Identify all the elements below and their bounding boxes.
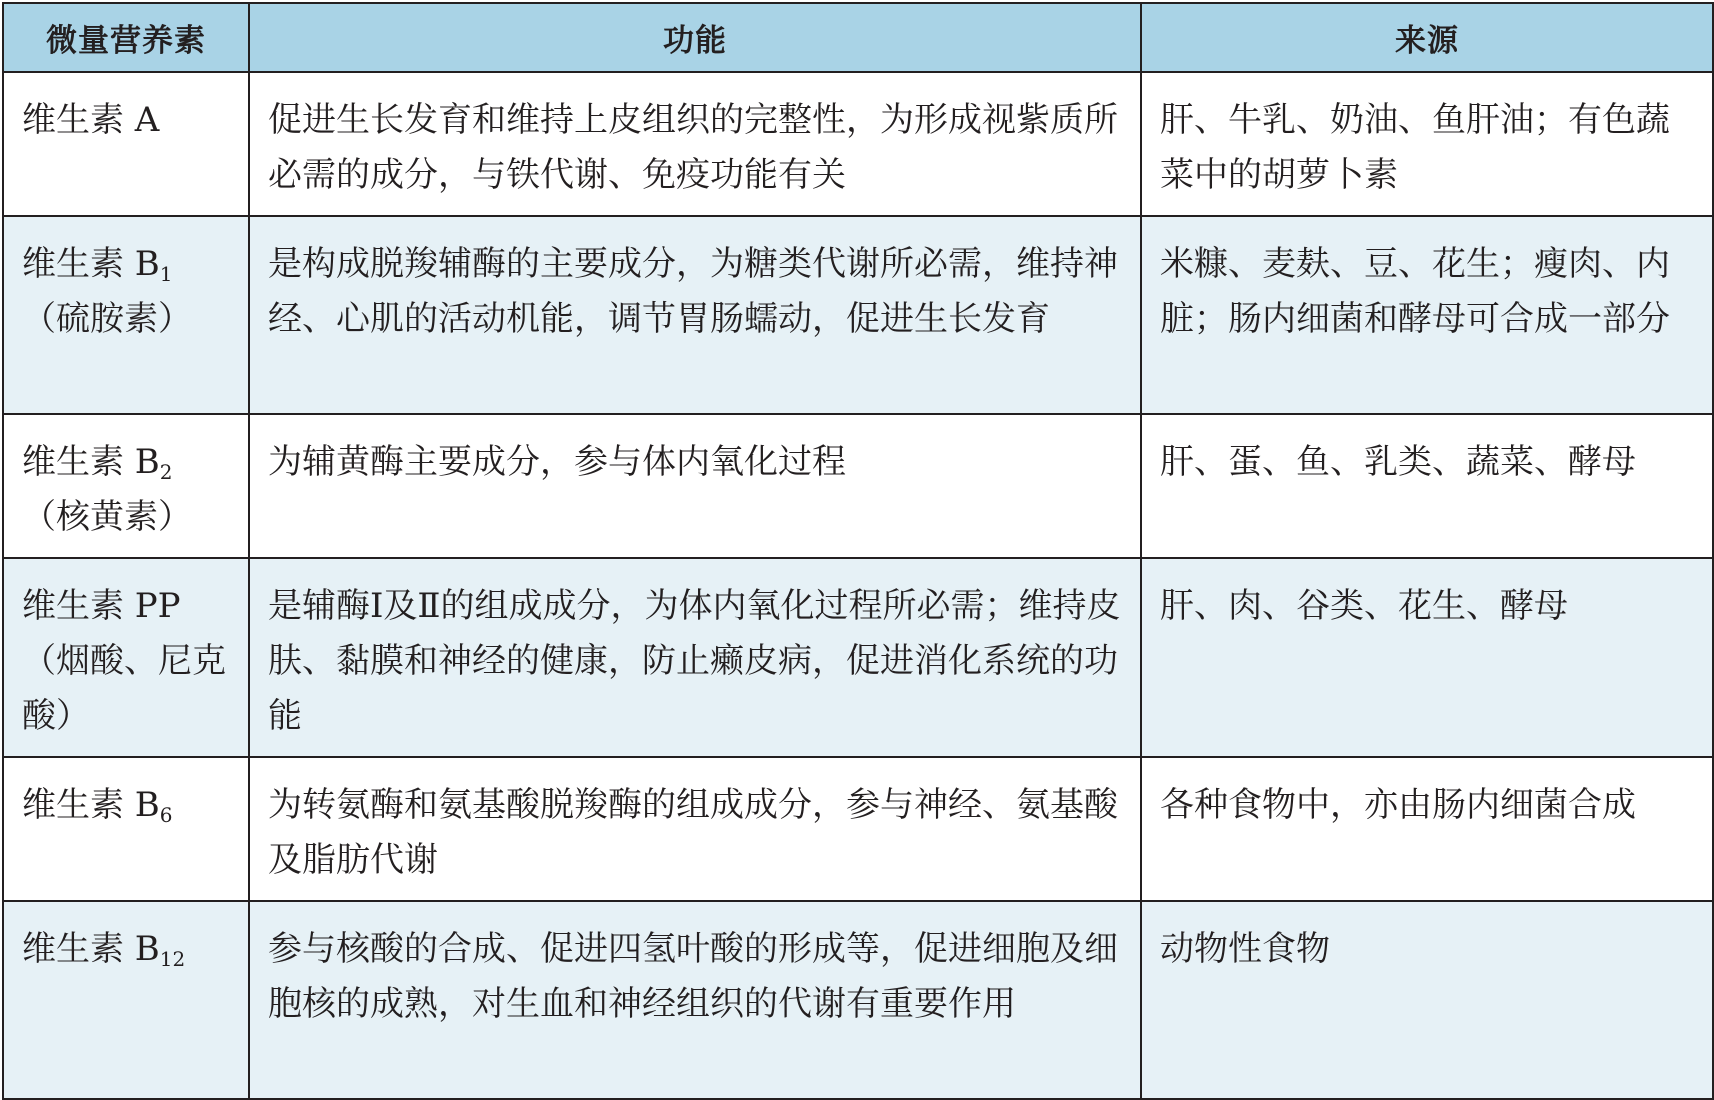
vitamin-table-container [2, 2, 1712, 1089]
function-cell: 是构成脱羧辅酶的主要成分，为糖类代谢所必需，维持神经、心肌的活动机能，调节胃肠蠕动，促进生长发育 [249, 216, 1141, 414]
nutrient-cell [3, 757, 249, 901]
nutrient-alias: （烟酸、尼克酸） [22, 641, 226, 736]
source-cell: 动物性食物 [1141, 901, 1713, 1099]
function-cell: 为转氨酶和氨基酸脱羧酶的组成成分，参与神经、氨基酸及脂肪代谢 [249, 757, 1141, 901]
nutrient-name: 维生素 B [22, 785, 160, 825]
function-cell: 为辅黄酶主要成分，参与体内氧化过程 [249, 414, 1141, 558]
table-row [3, 72, 1713, 216]
nutrient-alias: （硫胺素） [22, 299, 192, 339]
nutrient-alias: （核黄素） [22, 497, 192, 537]
header-function: 功能 [249, 3, 1141, 72]
table-row [3, 757, 1713, 901]
nutrient-subscript: 1 [159, 262, 173, 286]
function-cell: 参与核酸的合成、促进四氢叶酸的形成等，促进细胞及细胞核的成熟，对生血和神经组织的代谢有重要作用 [249, 901, 1141, 1099]
vitamin-table [2, 2, 1714, 1100]
nutrient-subscript: 12 [159, 947, 186, 971]
nutrient-subscript: 2 [159, 460, 173, 484]
table-body [3, 72, 1713, 1099]
header-source: 来源 [1141, 3, 1713, 72]
source-cell: 米糠、麦麸、豆、花生；瘦肉、内脏；肠内细菌和酵母可合成一部分 [1141, 216, 1713, 414]
nutrient-name: 维生素 B [22, 442, 160, 482]
nutrient-cell [3, 72, 249, 216]
nutrient-name: 维生素 B [22, 244, 160, 284]
table-header [3, 3, 1713, 72]
table-row [3, 558, 1713, 757]
function-cell: 是辅酶Ⅰ及Ⅱ的组成成分，为体内氧化过程所必需；维持皮肤、黏膜和神经的健康，防止癞皮病，促进消化系统的功能 [249, 558, 1141, 757]
nutrient-cell [3, 216, 249, 414]
nutrient-name: 维生素 PP [22, 586, 181, 626]
table-row [3, 414, 1713, 558]
nutrient-cell [3, 901, 249, 1099]
source-cell: 肝、蛋、鱼、乳类、蔬菜、酵母 [1141, 414, 1713, 558]
nutrient-name: 维生素 B [22, 929, 160, 969]
nutrient-subscript: 6 [159, 803, 173, 827]
nutrient-cell [3, 414, 249, 558]
function-cell: 促进生长发育和维持上皮组织的完整性，为形成视紫质所必需的成分，与铁代谢、免疫功能有关 [249, 72, 1141, 216]
nutrient-cell [3, 558, 249, 757]
table-row [3, 216, 1713, 414]
nutrient-name: 维生素 A [22, 100, 160, 140]
source-cell: 肝、肉、谷类、花生、酵母 [1141, 558, 1713, 757]
table-row [3, 901, 1713, 1099]
header-nutrient: 微量营养素 [3, 3, 249, 72]
source-cell: 各种食物中，亦由肠内细菌合成 [1141, 757, 1713, 901]
header-row [3, 3, 1713, 72]
source-cell: 肝、牛乳、奶油、鱼肝油；有色蔬菜中的胡萝卜素 [1141, 72, 1713, 216]
